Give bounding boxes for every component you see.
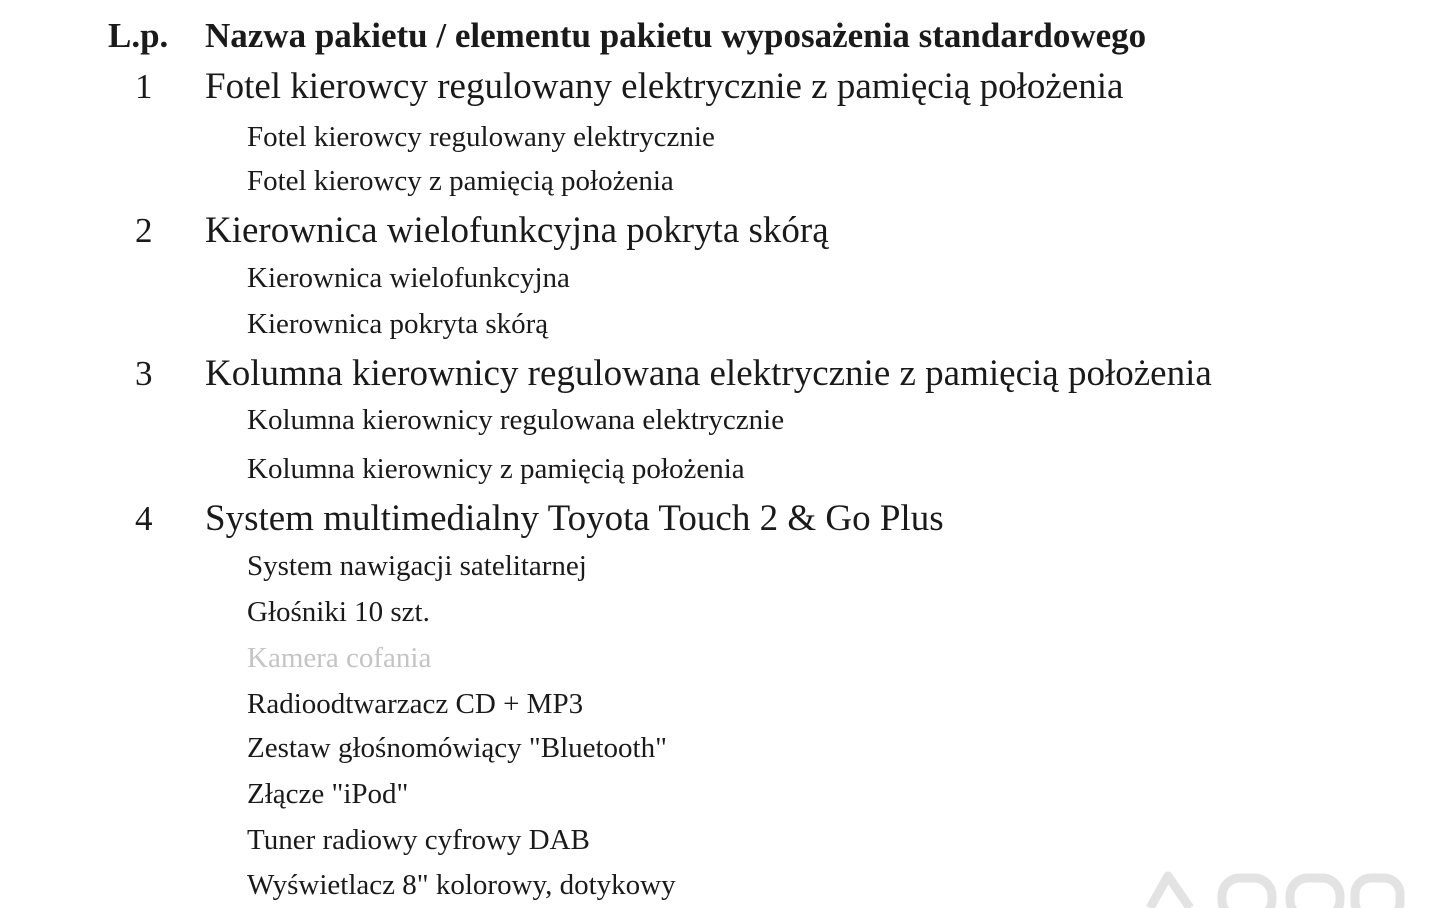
package-item: Tuner radiowy cyfrowy DAB <box>247 824 590 856</box>
package-name: Fotel kierowcy regulowany elektrycznie z pamięcią położenia <box>205 66 1124 107</box>
watermark-logo <box>1130 868 1420 908</box>
package-number: 2 <box>135 211 153 250</box>
package-item: Fotel kierowcy regulowany elektrycznie <box>247 121 715 153</box>
package-item-faded: Kamera cofania <box>247 642 432 674</box>
package-item: Fotel kierowcy z pamięcią położenia <box>247 165 674 197</box>
package-number: 3 <box>135 354 153 393</box>
package-name: Kierownica wielofunkcyjna pokryta skórą <box>205 210 829 251</box>
package-name: System multimedialny Toyota Touch 2 & Go Plus <box>205 498 944 539</box>
package-item: Kierownica pokryta skórą <box>247 308 549 340</box>
package-item: Wyświetlacz 8" kolorowy, dotykowy <box>247 869 676 901</box>
package-item: Głośniki 10 szt. <box>247 596 430 628</box>
package-item: System nawigacji satelitarnej <box>247 550 587 582</box>
package-item: Zestaw głośnomówiący "Bluetooth" <box>247 732 667 764</box>
package-item: Złącze "iPod" <box>247 778 409 810</box>
column-header-lp: L.p. <box>108 16 169 55</box>
column-header-name: Nazwa pakietu / elementu pakietu wyposażenia standardowego <box>205 16 1147 55</box>
package-name: Kolumna kierownicy regulowana elektrycznie z pamięcią położenia <box>205 353 1212 394</box>
package-number: 1 <box>135 67 153 106</box>
package-item: Kolumna kierownicy regulowana elektrycznie <box>247 404 785 436</box>
package-item: Kolumna kierownicy z pamięcią położenia <box>247 453 745 485</box>
package-item: Kierownica wielofunkcyjna <box>247 262 570 294</box>
package-item: Radioodtwarzacz CD + MP3 <box>247 688 584 720</box>
package-number: 4 <box>135 499 153 538</box>
